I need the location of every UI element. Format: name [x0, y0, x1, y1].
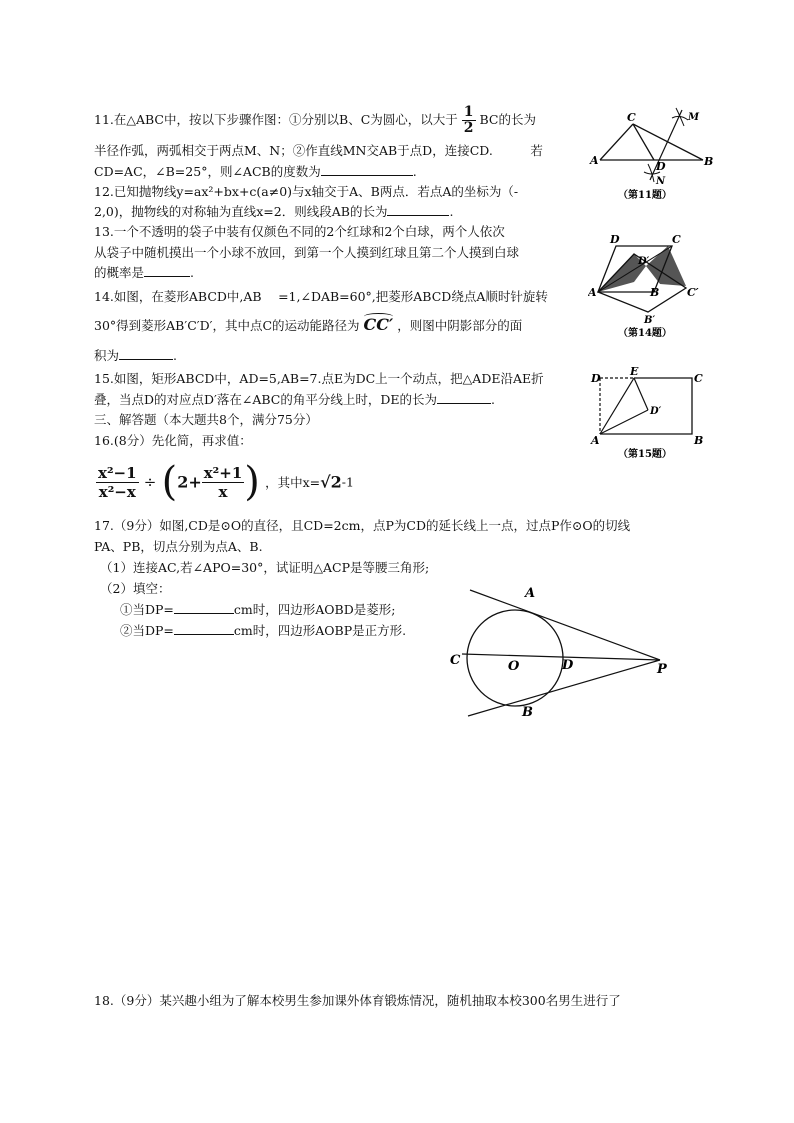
segment-AC [600, 124, 633, 160]
tangent-PA [470, 590, 660, 660]
fig14-caption: （第14题） [618, 328, 672, 339]
expr-den-1: x²−x [98, 482, 136, 501]
q11-text-c: CD=AC，∠B=25°，则∠ACB的度数为 [94, 164, 321, 179]
q12-line2 [94, 203, 453, 220]
label-D-prime: D′ [638, 256, 650, 267]
arc-label: CC′ [363, 315, 394, 334]
q16-line1: 16.(8分）先化简，再求值： [94, 433, 252, 448]
label-B: B [522, 705, 533, 720]
label-B: B [650, 286, 660, 299]
label-B: B [704, 155, 714, 168]
circle-O [467, 610, 563, 706]
q15-period: . [491, 392, 495, 407]
q18-line1: 18.（9分）某兴趣小组为了解本校男生参加课外体育锻炼情况，随机抽取本校300名男生进行了 [94, 993, 621, 1008]
q14-period: . [173, 348, 177, 363]
q12-answer-blank[interactable] [387, 203, 449, 216]
fig11-caption: （第11题） [618, 190, 672, 201]
arc-mark [364, 313, 394, 320]
fill2-label: ②当DP= [120, 623, 174, 638]
label-A: A [590, 154, 599, 167]
label-D: D [591, 372, 601, 385]
q11-period: . [412, 164, 417, 179]
q14-line3 [94, 347, 177, 364]
q17-fill2-blank[interactable] [174, 622, 234, 635]
label-O: O [508, 659, 520, 674]
label-C: C [627, 111, 636, 124]
q16-root: √2 [320, 472, 342, 492]
label-E: E [630, 366, 639, 378]
q11-fraction [462, 105, 476, 136]
segment-ED-prime [634, 378, 648, 410]
q17-part2: （2）填空： [100, 581, 171, 596]
label-C: C [672, 233, 681, 246]
expr-frac-1 [96, 464, 139, 501]
figure-15 [588, 366, 718, 462]
segment-CP [462, 654, 660, 660]
fraction-denominator: 2 [463, 120, 474, 136]
label-D: D [562, 658, 574, 673]
label-D-prime: D′ [650, 406, 662, 417]
fill1-label: ①当DP= [120, 602, 174, 617]
section-heading: 三、解答题（本大题共8个，满分75分） [94, 412, 318, 427]
q15-line1: 15.如图，矩形ABCD中，AD=5,AB=7.点E为DC上一个动点，把△ADE沿AE折 [94, 371, 544, 386]
expr-num-2: x²+1 [203, 463, 243, 482]
fig15-caption: （第15题） [618, 449, 672, 460]
fill2-tail: cm时，四边形AOBP是正方形. [233, 623, 407, 638]
q16-where: ，其中x= [265, 475, 321, 490]
q16-minus-one: -1 [341, 474, 354, 490]
q13-line2: 从袋子中随机摸出一个小球不放回，到第一个人摸到红球且第二个人摸到白球 [94, 245, 520, 260]
q11-text-b: BC的长为 [479, 112, 536, 127]
q14-answer-blank[interactable] [119, 347, 173, 360]
fill1-tail: cm时，四边形AOBD是菱形; [233, 602, 396, 617]
q12-line1: 12.已知抛物线y=ax²+bx+c(a≠0)与x轴交于A、B两点．若点A的坐标为（- [94, 184, 519, 199]
q11-answer-blank[interactable] [321, 163, 413, 176]
divide-sign: ÷ [143, 473, 157, 491]
q15-line2 [94, 391, 495, 408]
line-MN [650, 110, 682, 180]
q14-text-b: ，则图中阴影部分的面 [397, 318, 523, 333]
label-A: A [588, 286, 597, 299]
label-B-prime: B′ [644, 315, 656, 326]
q11-line1 [94, 105, 536, 136]
q14-arc-symbol [364, 316, 394, 333]
label-B: B [694, 434, 704, 447]
label-P: P [657, 662, 667, 677]
fraction-numerator: 1 [463, 104, 474, 120]
q12-text: 2,0)，抛物线的对称轴为直线x=2．则线段AB的长为 [94, 204, 388, 219]
q17-line1: 17.（9分）如图,CD是⊙O的直径，且CD=2cm，点P为CD的延长线上一点，过点P作⊙O的切线 [94, 518, 631, 533]
label-C-prime: C′ [687, 286, 699, 299]
q11-text-a: 11.在△ABC中，按以下步骤作图：①分别以B、C为圆心，以大于 [94, 112, 458, 127]
q14-line1: 14.如图，在菱形ABCD中,AB =1,∠DAB=60°,把菱形ABCD绕点A顺时针旋转 [94, 289, 548, 304]
figure-17 [440, 580, 700, 720]
q13-line1: 13.一个不透明的袋子中装有仅颜色不同的2个红球和2个白球，两个人依次 [94, 224, 505, 239]
q17-part1: （1）连接AC,若∠APO=30°，试证明△ACP是等腰三角形; [100, 560, 430, 575]
label-D: D [656, 160, 666, 173]
label-D: D [610, 233, 620, 246]
q13-text: 的概率是 [94, 265, 145, 280]
label-A: A [591, 434, 600, 447]
q13-line3 [94, 264, 194, 281]
q14-text-a: 30°得到菱形AB′C′D′，其中点C的运动能路径为 [94, 318, 360, 333]
q15-answer-blank[interactable] [437, 391, 491, 404]
expr-den-2: x [218, 482, 228, 501]
q13-period: . [190, 265, 194, 280]
q17-line2: PA、PB，切点分别为点A、B. [94, 539, 263, 554]
label-N: N [656, 176, 666, 187]
figure-14 [588, 232, 718, 342]
q11-line3 [94, 163, 417, 180]
left-paren: ( [161, 459, 178, 505]
expr-num-1: x²−1 [98, 463, 137, 482]
q17-fill2 [120, 622, 406, 639]
label-C: C [694, 372, 703, 385]
q13-answer-blank[interactable] [144, 264, 190, 277]
right-paren: ) [244, 459, 260, 505]
q14-line2 [94, 316, 522, 334]
figure-11 [588, 104, 718, 204]
q11-line2: 半径作弧，两弧相交于两点M、N；②作直线MN交AB于点D，连接CD. 若 [94, 143, 543, 158]
q12-period: . [449, 204, 454, 219]
q16-expression [96, 459, 354, 505]
q17-fill1 [120, 601, 395, 618]
q17-fill1-blank[interactable] [174, 601, 234, 614]
two-plus: 2+ [177, 472, 202, 492]
q15-text: 叠，当点D的对应点D′落在∠ABC的角平分线上时，DE的长为 [94, 392, 438, 407]
expr-frac-2 [202, 464, 245, 501]
q14-text-c: 积为 [94, 348, 120, 363]
label-C: C [450, 653, 461, 668]
label-A: A [525, 586, 536, 601]
label-M: M [688, 112, 700, 123]
